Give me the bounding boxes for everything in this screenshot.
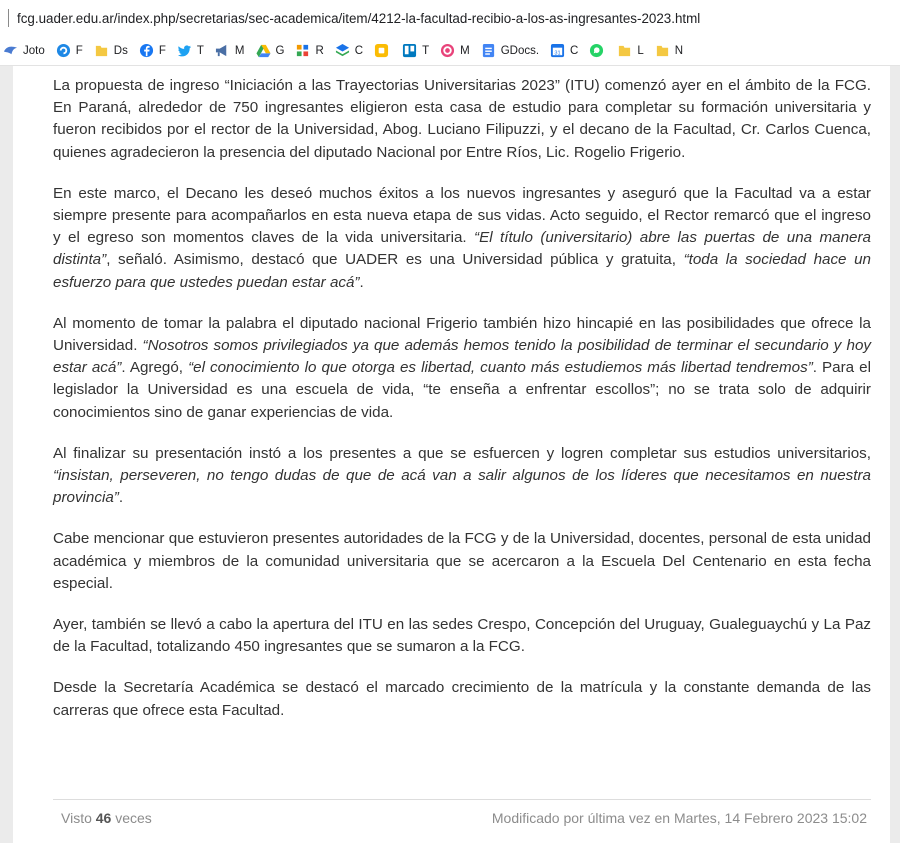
paragraph-text: En este marco, el Decano les deseó muchos éxitos a los nuevos ingresantes y aseguró que la Facultad va a estar siempre presente para acompañarlos en esta nueva etapa de sus vidas. Acto seguido, el Rector remarcó que el ingreso y el egreso son momentos claves de la vida universitaria.	[53, 184, 871, 247]
folder-icon	[94, 43, 109, 58]
bookmark-label: M	[234, 44, 245, 57]
svg-text:31: 31	[554, 50, 561, 57]
bookmark-label: G	[275, 44, 285, 57]
facebook-icon	[139, 43, 154, 58]
circle-logo-icon	[56, 43, 71, 58]
article-body	[53, 75, 871, 741]
quote-text: “toda la sociedad hace un esfuerzo para que ustedes puedan estar acá”	[53, 251, 871, 291]
page-background	[0, 66, 900, 843]
bookmark-item[interactable]	[481, 40, 550, 62]
paragraph-text: , señaló. Asimismo, destacó que UADER es una Universidad pública y gratuita,	[106, 251, 684, 269]
docs-icon	[481, 43, 496, 58]
bookmark-item[interactable]	[94, 40, 139, 62]
bookmark-label: GDocs.	[500, 44, 540, 57]
bookmark-item[interactable]	[589, 40, 617, 62]
calendar-icon	[550, 43, 565, 58]
views-number: 46	[95, 810, 112, 826]
bookmark-label: C	[570, 44, 579, 57]
article-paragraph	[53, 443, 871, 510]
quote-text: “insistan, perseveren, no tengo dudas de que de acá van a salir algunos de los líderes que necesitamos en nuestra provincia”	[53, 467, 871, 507]
bookmark-item[interactable]	[440, 40, 481, 62]
bookmark-item[interactable]	[374, 40, 402, 62]
twitter-icon	[177, 43, 192, 58]
last-modified: Modificado por última vez en Martes, 14 Febrero 2023 15:02	[491, 810, 867, 826]
paragraph-text: Al momento de tomar la palabra el diputado nacional Frigerio también hizo hincapié en las posibilidades que ofrece la Universidad.	[53, 314, 871, 355]
bookmark-label: L	[637, 44, 644, 57]
bookmark-label: F	[75, 44, 83, 57]
bookmark-label: T	[196, 44, 204, 57]
bookmark-item[interactable]	[256, 40, 296, 62]
article-paragraph	[53, 75, 871, 164]
bookmark-label: N	[674, 44, 684, 57]
google-drive-icon	[256, 43, 271, 58]
paragraph-text: . Agregó,	[121, 359, 189, 377]
bookmarks-bar	[0, 36, 900, 66]
quote-text: “El título (universitario) abre las puertas de una manera distinta”	[53, 229, 871, 269]
paragraph-text: Cabe mencionar que estuvieron presentes autoridades de la FCG y de la Universidad, docentes, personal de esta unidad académica y miembros de la comunidad universitaria que se acercaron a la Escuela Del Centenario en esta fecha especial.	[53, 530, 871, 592]
bird-icon	[3, 43, 18, 58]
bookmark-item[interactable]	[3, 40, 56, 62]
view-count	[53, 810, 152, 826]
paragraph-text: .	[118, 489, 124, 507]
bookmark-label: M	[460, 44, 470, 57]
bookmark-item[interactable]	[215, 40, 256, 62]
url-text[interactable]: fcg.uader.edu.ar/index.php/secretarias/sec-academica/item/4212-la-facultad-recibio-a-los-as-ingresantes-2023.html	[17, 10, 701, 26]
paragraph-text: Ayer, también se llevó a cabo la apertura del ITU en las sedes Crespo, Concepción del Uruguay, Gualeguaychú y La Paz de la Facultad, totalizando 450 ingresantes que se sumaron a la FCG.	[53, 616, 871, 656]
folder-icon	[655, 43, 670, 58]
bookmark-item[interactable]	[617, 40, 654, 62]
quote-text: “Nosotros somos privilegiados ya que además hemos tenido la posibilidad de terminar el secundario y hoy estar acá”	[53, 337, 871, 377]
bookmark-item[interactable]	[177, 40, 215, 62]
article-paragraph	[53, 614, 871, 658]
bookmark-item[interactable]	[139, 40, 177, 62]
trello-icon	[402, 43, 417, 58]
views-suffix: veces	[115, 810, 152, 826]
bookmark-label: R	[315, 44, 324, 57]
bookmark-item[interactable]	[655, 40, 694, 62]
paragraph-text: La propuesta de ingreso “Iniciación a las Trayectorias Universitarias 2023” (ITU) comenzó ayer en el ámbito de la FCG. En Paraná, alrededor de 750 ingresantes eligieron esta casa de estudio para completar su formación universitaria y fueron recibidos por el rector de la Universidad, Abog. Luciano Filipuzzi, y el decano de la Facultad, Cr. Carlos Cuenca, quienes agradecieron la presencia del diputado Nacional por Entre Ríos, Lic. Rogelio Frigerio.	[53, 77, 871, 161]
article-paragraph	[53, 677, 871, 721]
paragraph-text: .	[359, 273, 364, 291]
article-paragraph	[53, 183, 871, 294]
address-bar-divider	[8, 9, 9, 27]
target-icon	[440, 43, 455, 58]
whatsapp-icon	[589, 43, 604, 58]
megaphone-icon	[215, 43, 230, 58]
bookmark-label: F	[158, 44, 166, 57]
bookmark-label: T	[422, 44, 430, 57]
grid-logo-icon	[295, 43, 310, 58]
quote-text: “el conocimiento lo que otorga es libertad, cuanto más estudiemos más libertad tendremos”	[188, 359, 813, 377]
bookmark-item[interactable]	[56, 40, 94, 62]
article-paragraph	[53, 313, 871, 424]
address-bar[interactable]	[0, 0, 900, 36]
article-paragraph	[53, 528, 871, 595]
bookmark-label: Joto	[23, 44, 45, 57]
paragraph-text: Al finalizar su presentación instó a los presentes a que se esfuercen y logren completar sus estudios universitarios,	[53, 444, 871, 462]
bookmark-item[interactable]	[402, 40, 440, 62]
paragraph-text: . Para el legislador la Universidad es una escuela de vida, “te enseña a enfrentar escollos”; no se trata solo de adquirir conocimientos sino de ganar experiencias de vida.	[53, 359, 871, 421]
yellow-square-icon	[374, 43, 389, 58]
folder-icon	[617, 43, 632, 58]
bookmark-item[interactable]	[295, 40, 334, 62]
article-card	[13, 66, 890, 843]
bookmark-item[interactable]	[335, 40, 374, 62]
bookmark-label: C	[354, 44, 364, 57]
bookmark-label: Ds	[113, 44, 128, 57]
paragraph-text: Desde la Secretaría Académica se destacó el marcado crecimiento de la matrícula y la constante demanda de las carreras que ofrece esta Facultad.	[53, 679, 871, 719]
bookmark-item[interactable]	[550, 40, 589, 62]
views-prefix: Visto	[61, 810, 92, 826]
layers-icon	[335, 43, 350, 58]
article-footer	[53, 799, 871, 826]
